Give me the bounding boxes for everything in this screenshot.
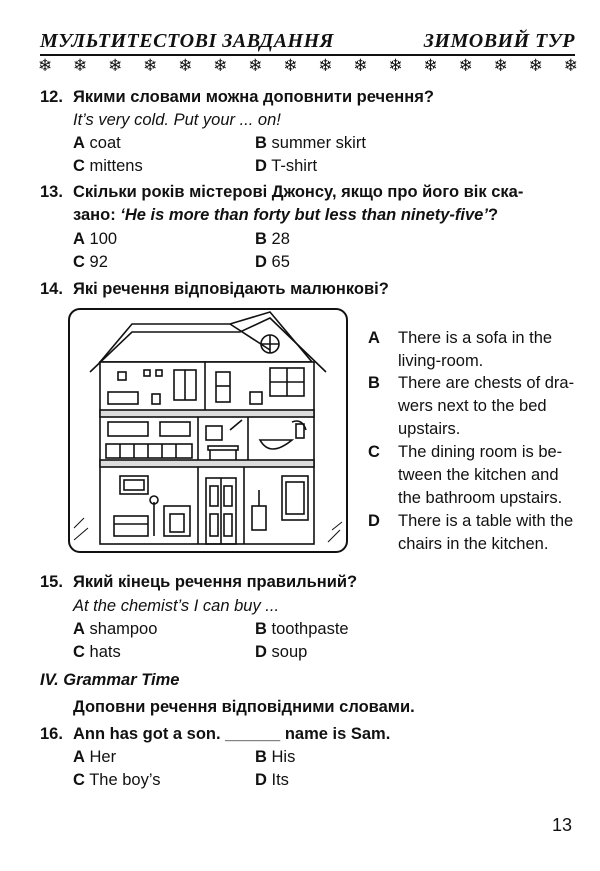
statement-letter: B xyxy=(368,374,380,392)
question-text: Які речення відповідають малюнкові? xyxy=(73,280,389,298)
question-number: 12. xyxy=(40,88,63,106)
snowflake-icon: ❄ xyxy=(283,56,298,75)
question-number: 15. xyxy=(40,573,63,591)
question-text: Скільки років містерові Джонсу, якщо про його вік ска- xyxy=(73,183,524,201)
snowflake-icon: ❄ xyxy=(38,56,53,75)
answer-option: A coat xyxy=(73,134,121,152)
snowflake-icon: ❄ xyxy=(213,56,228,75)
answer-option: B 28 xyxy=(255,230,290,248)
snowflake-icon: ❄ xyxy=(353,56,368,75)
answer-option: D Its xyxy=(255,771,289,789)
statement-line: There is a sofa in the xyxy=(398,329,553,347)
question-text: Ann has got a son. ______ name is Sam. xyxy=(73,725,391,743)
snowflake-icon: ❄ xyxy=(318,56,333,75)
answer-option: C The boy’s xyxy=(73,771,161,789)
statement-line: wers next to the bed xyxy=(398,397,547,415)
snowflake-icon: ❄ xyxy=(388,56,403,75)
snowflake-icon: ❄ xyxy=(73,56,88,75)
answer-option: D soup xyxy=(255,643,308,661)
statement-line: tween the kitchen and xyxy=(398,466,559,484)
question-prompt: It’s very cold. Put your ... on! xyxy=(73,111,281,129)
snowflake-icon: ❄ xyxy=(178,56,193,75)
snowflake-icon: ❄ xyxy=(458,56,473,75)
answer-option: D 65 xyxy=(255,253,290,271)
answer-option: C mittens xyxy=(73,157,143,175)
snowflake-icon: ❄ xyxy=(108,56,123,75)
answer-option: B summer skirt xyxy=(255,134,366,152)
page-number: 13 xyxy=(551,815,572,835)
statement-line: There is a table with the xyxy=(398,512,574,530)
question-prompt: At the chemist’s I can buy ... xyxy=(73,597,280,615)
page-header xyxy=(40,30,575,54)
question-text: Який кінець речення правильний? xyxy=(73,573,358,591)
snowflake-icon: ❄ xyxy=(493,56,508,75)
question-text: Якими словами можна доповнити речення? xyxy=(73,88,434,106)
section-title: IV. Grammar Time xyxy=(40,671,180,689)
snowflake-icon: ❄ xyxy=(248,56,263,75)
question-number: 13. xyxy=(40,183,63,201)
statement-line: chairs in the kitchen. xyxy=(398,535,549,553)
answer-option: C 92 xyxy=(73,253,108,271)
answer-option: A Her xyxy=(73,748,117,766)
statement-line: The dining room is be- xyxy=(398,443,563,461)
header-left-title: МУЛЬТИТЕСТОВІ ЗАВДАННЯ xyxy=(40,30,334,52)
snowflake-icon: ❄ xyxy=(423,56,438,75)
statement-line: There are chests of dra- xyxy=(398,374,575,392)
quoted-phrase: ‘He is more than forty but less than ninety-five’ xyxy=(120,206,488,224)
statement-line: upstairs. xyxy=(398,420,461,438)
house-drawing xyxy=(70,310,346,551)
statement-letter: D xyxy=(368,512,380,530)
answer-option: D T-shirt xyxy=(255,157,318,175)
header-right-title: ЗИМОВИЙ ТУР xyxy=(423,30,575,52)
statement-letter: C xyxy=(368,443,380,461)
question-text-line2: зано: ‘He is more than forty but less than ninety-five’? xyxy=(73,206,499,224)
snowflake-icon: ❄ xyxy=(563,56,578,75)
answer-option: A 100 xyxy=(73,230,118,248)
snowflake-icon: ❄ xyxy=(143,56,158,75)
house-illustration xyxy=(68,308,348,553)
snowflake-icon: ❄ xyxy=(528,56,543,75)
question-number: 16. xyxy=(40,725,63,743)
statement-line: living-room. xyxy=(398,352,484,370)
answer-option: B His xyxy=(255,748,296,766)
answer-option: B toothpaste xyxy=(255,620,349,638)
section-instruction: Доповни речення відповідними словами. xyxy=(73,698,415,716)
statement-line: the bathroom upstairs. xyxy=(398,489,563,507)
answer-option: C hats xyxy=(73,643,121,661)
answer-option: A shampoo xyxy=(73,620,158,638)
question-number: 14. xyxy=(40,280,63,298)
snowflake-border xyxy=(38,56,578,76)
statement-letter: A xyxy=(368,329,380,347)
